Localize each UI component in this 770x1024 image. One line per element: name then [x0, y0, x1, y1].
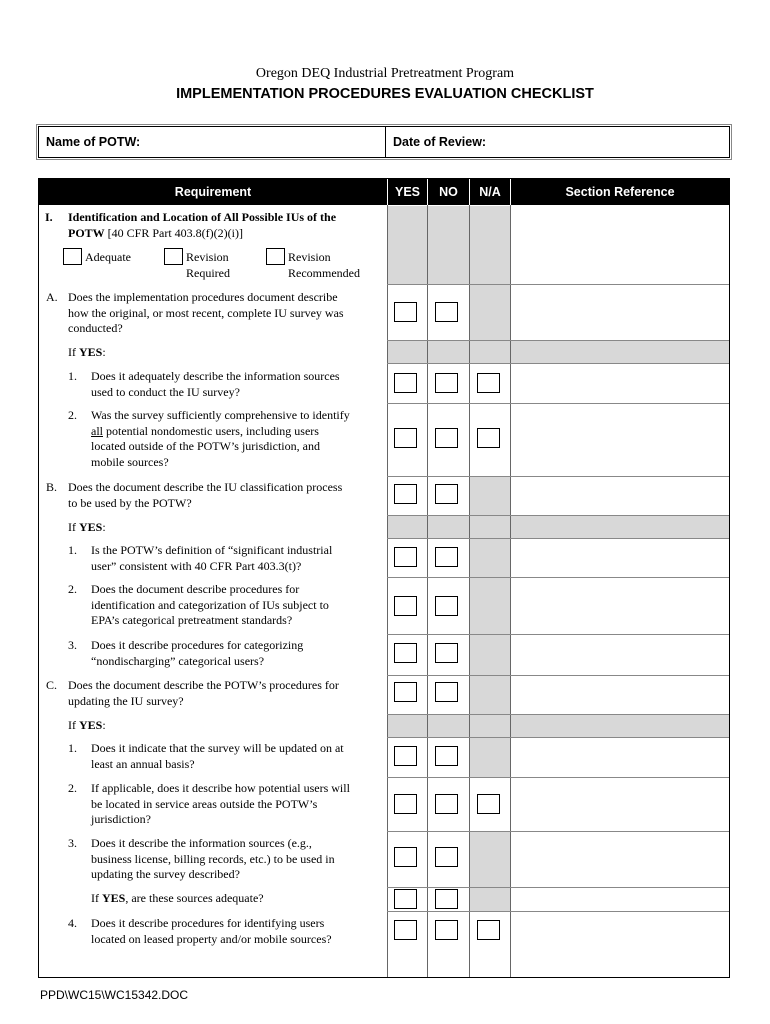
adequate-label: Adequate — [85, 250, 131, 264]
b1-no-checkbox[interactable] — [435, 547, 458, 567]
c-na-shade — [470, 675, 510, 714]
section-i-cfr-ref: [40 CFR Part 403.8(f)(2)(i)] — [107, 226, 243, 240]
c4-no-checkbox[interactable] — [435, 920, 458, 940]
item-b-letter: B. — [46, 480, 58, 494]
revision-required-label-2: Required — [186, 266, 230, 280]
b3-number: 3. — [68, 638, 77, 652]
review-date-field[interactable] — [386, 127, 729, 157]
section-i-shade — [388, 206, 510, 284]
c3-yes-checkbox[interactable] — [394, 847, 417, 867]
b1-yes-checkbox[interactable] — [394, 547, 417, 567]
b2-yes-checkbox[interactable] — [394, 596, 417, 616]
b-yes-checkbox[interactable] — [394, 484, 417, 504]
item-a-text: Does the implementation procedures document describe how the original, or most recent, complete IU survey was conducted? — [68, 290, 344, 336]
header-yes: YES — [394, 185, 420, 199]
revision-recommended-label-1: Revision — [288, 250, 331, 264]
c1-number: 1. — [68, 741, 77, 755]
c2-yes-checkbox[interactable] — [394, 794, 417, 814]
revision-required-checkbox[interactable] — [164, 248, 183, 265]
review-info-box — [38, 126, 730, 158]
section-i-title-potw: POTW — [68, 226, 105, 240]
review-date-label: Date of Review: — [393, 135, 487, 149]
b-ifyes-shade — [388, 515, 729, 538]
document-subtitle: Oregon DEQ Industrial Pretreatment Program — [255, 66, 515, 81]
c4-yes-checkbox[interactable] — [394, 920, 417, 940]
item-c-letter: C. — [46, 678, 58, 692]
a1-no-checkbox[interactable] — [435, 373, 458, 393]
c4-text: Does it describe procedures for identifying users located on leased property and/or mobile sources? — [91, 916, 332, 946]
c2-text: If applicable, does it describe how potential users will be located in service areas outside the POTW’s jurisdiction? — [91, 781, 350, 827]
b2-number: 2. — [68, 582, 77, 596]
b2-no-checkbox[interactable] — [435, 596, 458, 616]
a1-text: Does it adequately describe the information sources used to conduct the IU survey? — [91, 369, 340, 399]
c4-na-checkbox[interactable] — [477, 920, 500, 940]
b3-text: Does it describe procedures for categorizing “nondischarging” categorical users? — [91, 638, 304, 668]
a2-na-checkbox[interactable] — [477, 428, 500, 448]
c1-na-shade — [470, 737, 510, 777]
revision-required-label-1: Revision — [186, 250, 229, 264]
checklist-table — [38, 178, 730, 978]
section-i-number: I. — [45, 210, 53, 224]
c2-no-checkbox[interactable] — [435, 794, 458, 814]
item-c-text: Does the document describe the POTW’s procedures for updating the IU survey? — [68, 678, 339, 708]
c1-yes-checkbox[interactable] — [394, 746, 417, 766]
revision-recommended-checkbox[interactable] — [266, 248, 285, 265]
a2-number: 2. — [68, 408, 77, 422]
footer-doc-id: PPD\WC15\WC15342.DOC — [40, 988, 189, 1002]
adequate-checkbox[interactable] — [63, 248, 82, 265]
a-no-checkbox[interactable] — [435, 302, 458, 322]
a2-text: Was the survey sufficiently comprehensive to identify all potential nondomestic users, including users located outside of the POTW’s jurisdiction, and mobile sources? — [91, 408, 350, 469]
potw-name-field[interactable] — [39, 127, 386, 157]
revision-recommended-label-2: Recommended — [288, 266, 360, 280]
table-header — [39, 179, 729, 205]
c3-text: Does it describe the information sources (e.g., business license, billing records, etc.) to be used in updating the survey described? — [91, 836, 335, 882]
b1-text: Is the POTW’s definition of “significant industrial user” consistent with 40 CFR Part 403.3(t)? — [91, 543, 333, 573]
b-ifyes-label: If YES: — [68, 520, 106, 534]
a-na-shade — [470, 285, 510, 340]
a-yes-checkbox[interactable] — [394, 302, 417, 322]
c2-na-checkbox[interactable] — [477, 794, 500, 814]
c3-na-shade — [470, 831, 510, 911]
c-ifyes-label: If YES: — [68, 718, 106, 732]
a2-yes-checkbox[interactable] — [394, 428, 417, 448]
c3-ifyes-label: If YES, are these sources adequate? — [91, 891, 264, 905]
a-ifyes-label: If YES: — [68, 345, 106, 359]
c-yes-checkbox[interactable] — [394, 682, 417, 702]
a1-yes-checkbox[interactable] — [394, 373, 417, 393]
header-section-reference: Section Reference — [565, 185, 675, 199]
section-i-title-line1: Identification and Location of All Possible IUs of the — [68, 210, 337, 224]
b-sub-na-shade — [470, 538, 510, 675]
header-requirement: Requirement — [174, 185, 252, 199]
header-na: N/A — [479, 185, 501, 199]
c1-no-checkbox[interactable] — [435, 746, 458, 766]
b3-yes-checkbox[interactable] — [394, 643, 417, 663]
b-no-checkbox[interactable] — [435, 484, 458, 504]
document-title: IMPLEMENTATION PROCEDURES EVALUATION CHECKLIST — [176, 86, 594, 102]
item-a-letter: A. — [46, 290, 58, 304]
item-b-text: Does the document describe the IU classification process to be used by the POTW? — [68, 480, 343, 510]
a1-number: 1. — [68, 369, 77, 383]
a2-no-checkbox[interactable] — [435, 428, 458, 448]
c3-number: 3. — [68, 836, 77, 850]
b2-text: Does the document describe procedures for identification and categorization of IUs subject to EPA’s categorical pretreatment standards? — [91, 582, 329, 628]
a-ifyes-shade — [388, 340, 729, 363]
b-na-shade — [470, 476, 510, 515]
c2-number: 2. — [68, 781, 77, 795]
b3-no-checkbox[interactable] — [435, 643, 458, 663]
header-no: NO — [439, 185, 458, 199]
c3-adequate-yes-checkbox[interactable] — [394, 889, 417, 909]
c-no-checkbox[interactable] — [435, 682, 458, 702]
potw-name-label: Name of POTW: — [46, 135, 141, 149]
section-i-title-line2 — [68, 226, 243, 242]
c1-text: Does it indicate that the survey will be updated on at least an annual basis? — [91, 741, 344, 771]
c-ifyes-shade — [388, 714, 729, 737]
b1-number: 1. — [68, 543, 77, 557]
a1-na-checkbox[interactable] — [477, 373, 500, 393]
c3-adequate-no-checkbox[interactable] — [435, 889, 458, 909]
c4-number: 4. — [68, 916, 77, 930]
c3-no-checkbox[interactable] — [435, 847, 458, 867]
